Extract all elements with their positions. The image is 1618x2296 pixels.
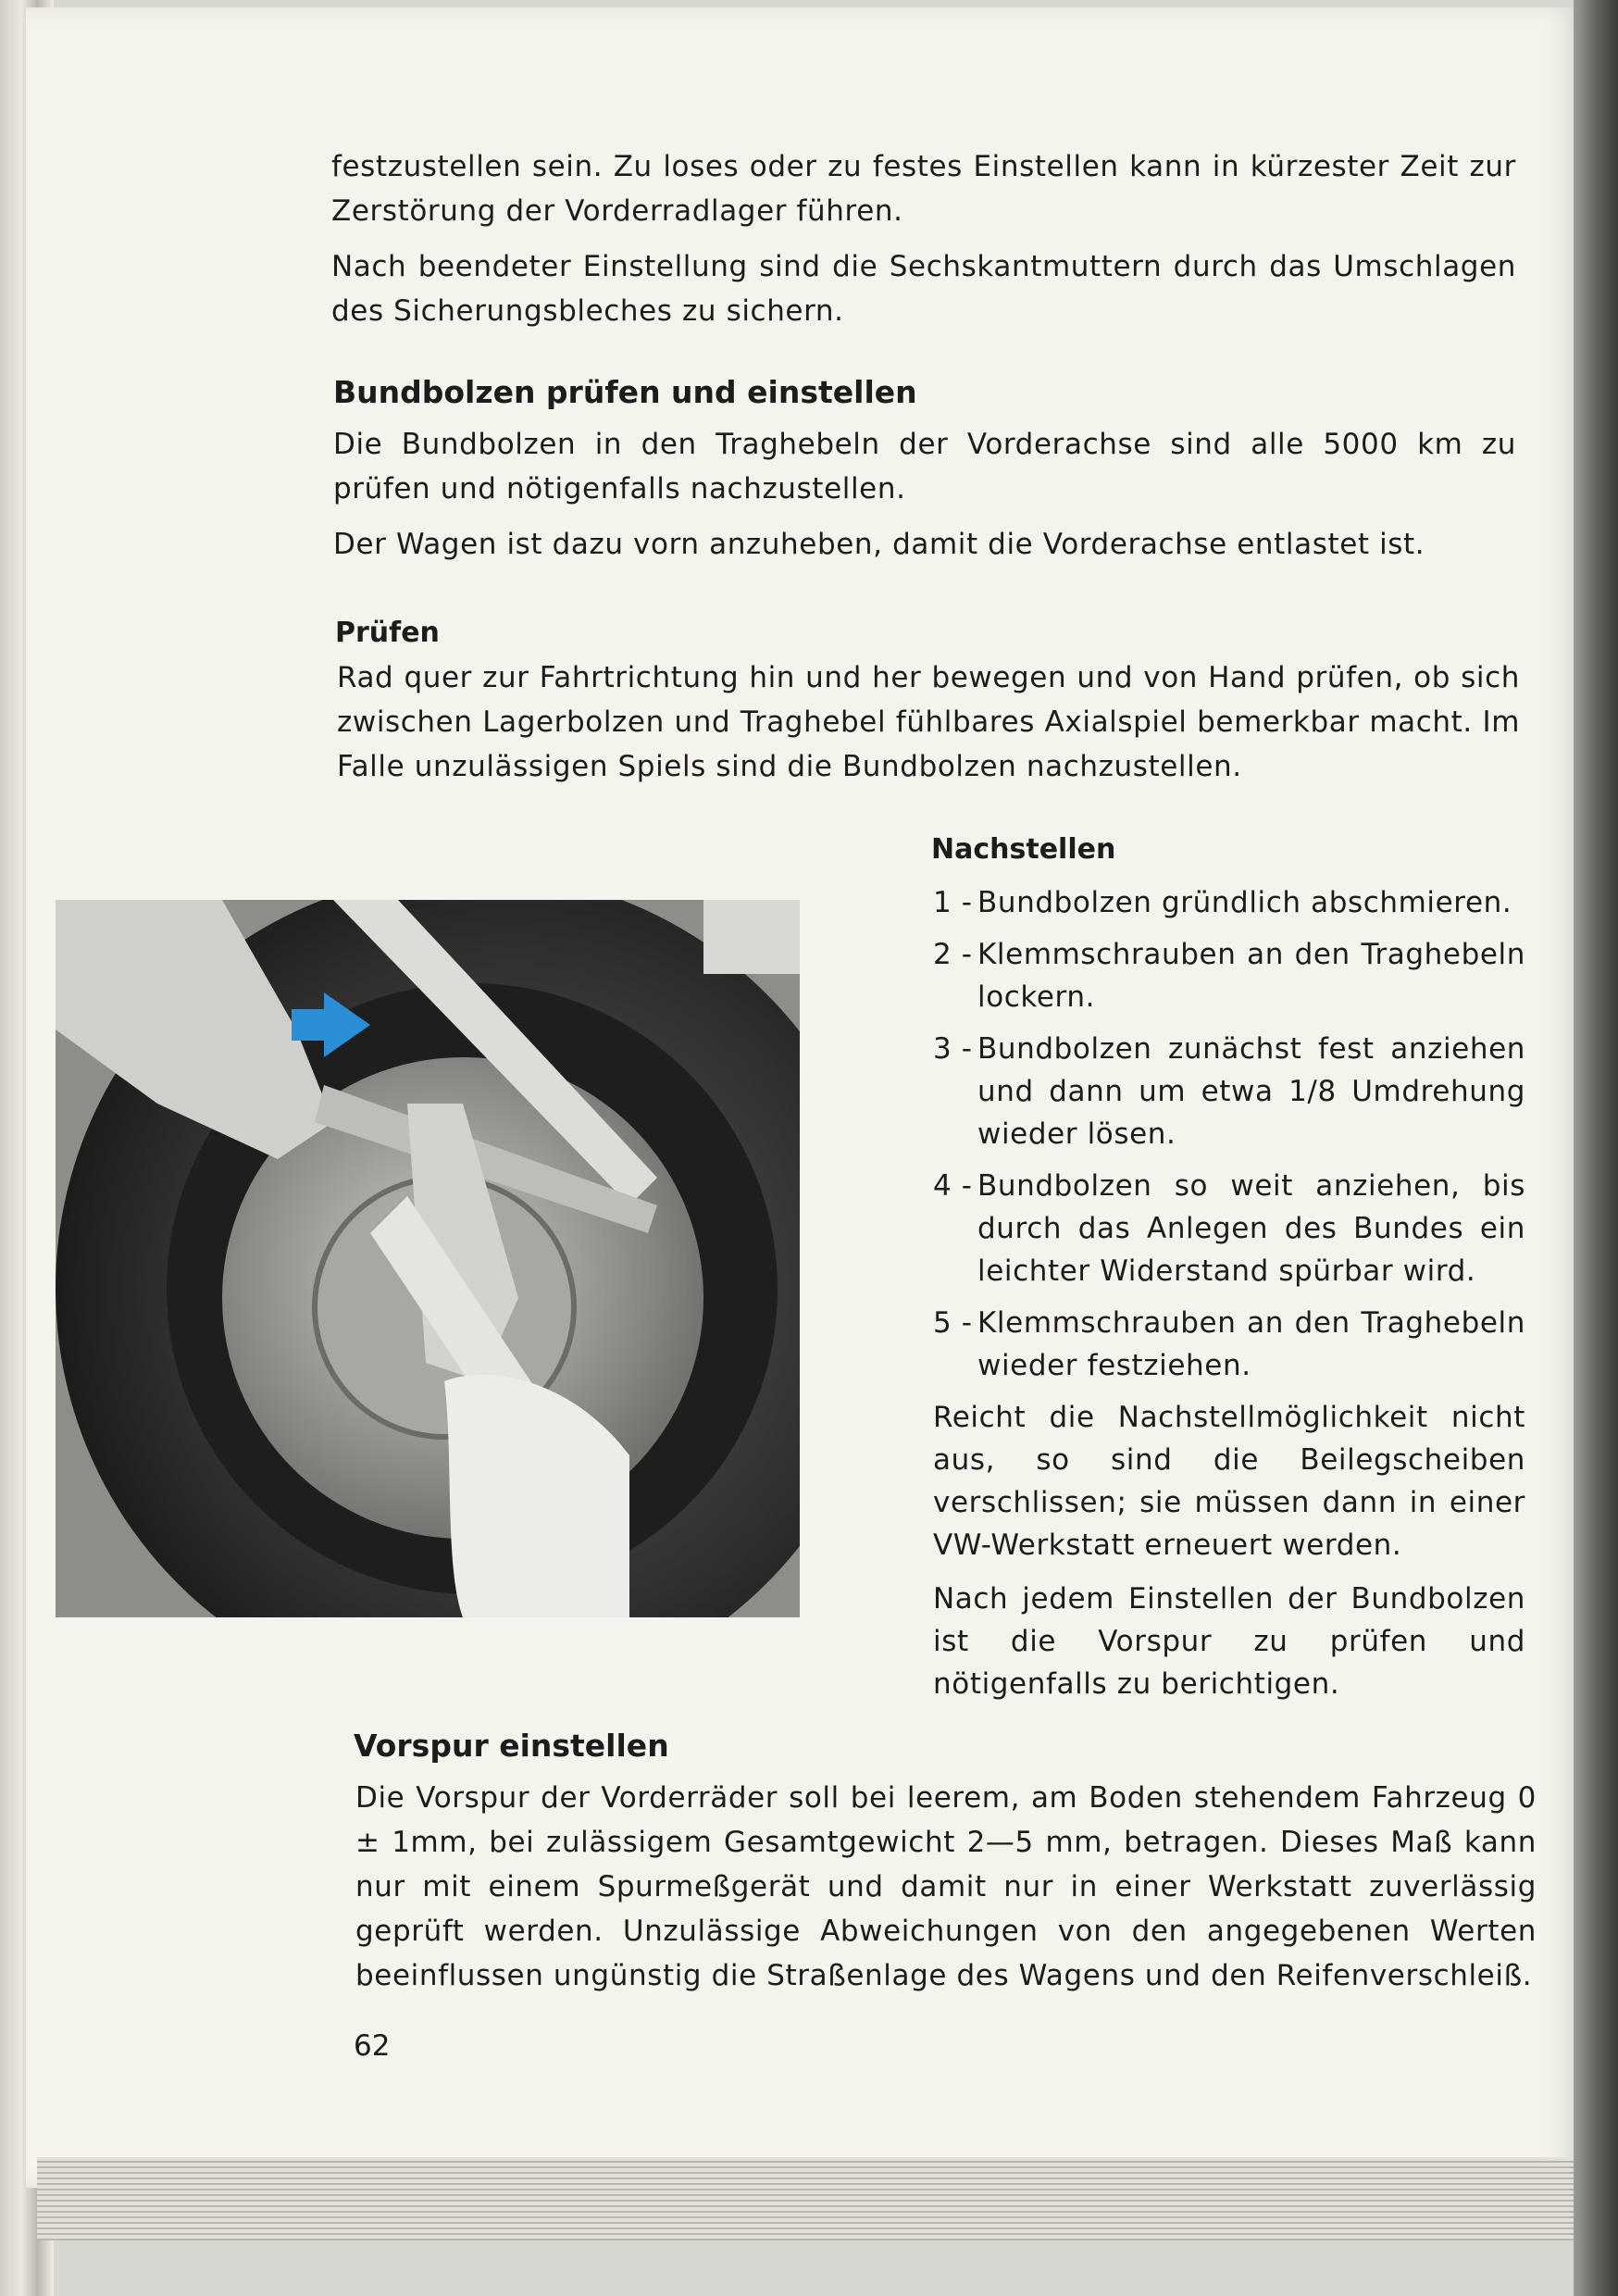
list-item <box>933 881 1525 924</box>
bundbolzen-text <box>333 422 1516 578</box>
pruefen-paragraph: Rad quer zur Fahrtrichtung hin und her bewegen und von Hand prüfen, ob sich zwischen Lagerbolzen und Traghebel fühlbares Axialspiel bemerkbar macht. Im Falle unzulässigen Spiels sind die Bundbolzen nachzustellen. <box>337 661 1520 783</box>
bundbolzen-paragraph-1: Die Bundbolzen in den Traghebeln der Vorderachse sind alle 5000 km zu prüfen und nötigenfalls nachzustellen. <box>333 428 1516 505</box>
vorspur-paragraph: Die Vorspur der Vorderräder soll bei leerem, am Boden stehendem Fahrzeug 0 ± 1mm, bei zulässigem Gesamtgewicht 2—5 mm, betragen. Dieses Maß kann nur mit einem Spurmeßgerät und damit nur in einer Werkstatt zuverlässig geprüft werden. Unzulässige Abweichungen von den angegebenen Werten beeinflussen ungünstig die Straßenlage des Wagens und den Reifenverschleiß. <box>355 1781 1537 1992</box>
nachstellen-paragraph-2: Nach jedem Einstellen der Bundbolzen ist die Vorspur zu prüfen und nötigenfalls zu berichtigen. <box>933 1582 1525 1701</box>
step-text: Bundbolzen so weit anziehen, bis durch das Anlegen des Bundes ein leichter Widerstand spürbar wird. <box>977 1169 1525 1288</box>
step-text: Klemmschrauben an den Traghebeln lockern. <box>977 938 1525 1014</box>
wheel-photo <box>56 900 800 1617</box>
nachstellen-steps <box>933 881 1525 1387</box>
step-number: 2 - <box>933 938 973 971</box>
page-stack-edge <box>37 2157 1592 2240</box>
vorspur-heading: Vorspur einstellen <box>354 1728 669 1764</box>
intro-paragraph-2: Nach beendeter Einstellung sind die Sechskantmuttern durch das Umschlagen des Sicherungsbleches zu sichern. <box>331 250 1516 328</box>
book-edge-shadow <box>1574 0 1618 2296</box>
step-number: 5 - <box>933 1306 973 1340</box>
step-number: 3 - <box>933 1032 973 1066</box>
step-text: Bundbolzen gründlich abschmieren. <box>977 886 1512 919</box>
nachstellen-paragraph-1: Reicht die Nachstellmöglichkeit nicht aus, so sind die Beilegscheiben verschlissen; sie müssen dann in einer VW-Werkstatt erneuert werden. <box>933 1401 1525 1562</box>
intro-text <box>331 144 1516 344</box>
bundbolzen-heading: Bundbolzen prüfen und einstellen <box>333 374 917 410</box>
step-text: Klemmschrauben an den Traghebeln wieder festziehen. <box>977 1306 1525 1382</box>
wheel-photo-drawing <box>56 900 800 1617</box>
list-item <box>933 1028 1525 1155</box>
page-number: 62 <box>354 2029 391 2063</box>
step-text: Bundbolzen zunächst fest anziehen und dann um etwa 1/8 Umdrehung wieder lösen. <box>977 1032 1525 1151</box>
nachstellen-heading: Nachstellen <box>931 833 1116 866</box>
step-number: 1 - <box>933 886 973 919</box>
nachstellen-text <box>933 881 1525 1716</box>
pruefen-heading: Prüfen <box>335 617 440 649</box>
list-item <box>933 1302 1525 1387</box>
bundbolzen-paragraph-2: Der Wagen ist dazu vorn anzuheben, damit die Vorderachse entlastet ist. <box>333 528 1425 561</box>
list-item <box>933 1165 1525 1292</box>
pruefen-text <box>337 655 1520 800</box>
vorspur-text <box>355 1776 1537 2009</box>
intro-paragraph-1: festzustellen sein. Zu loses oder zu festes Einstellen kann in kürzester Zeit zur Zerstörung der Vorderradlager führen. <box>331 150 1516 228</box>
step-number: 4 - <box>933 1169 973 1203</box>
list-item <box>933 933 1525 1018</box>
